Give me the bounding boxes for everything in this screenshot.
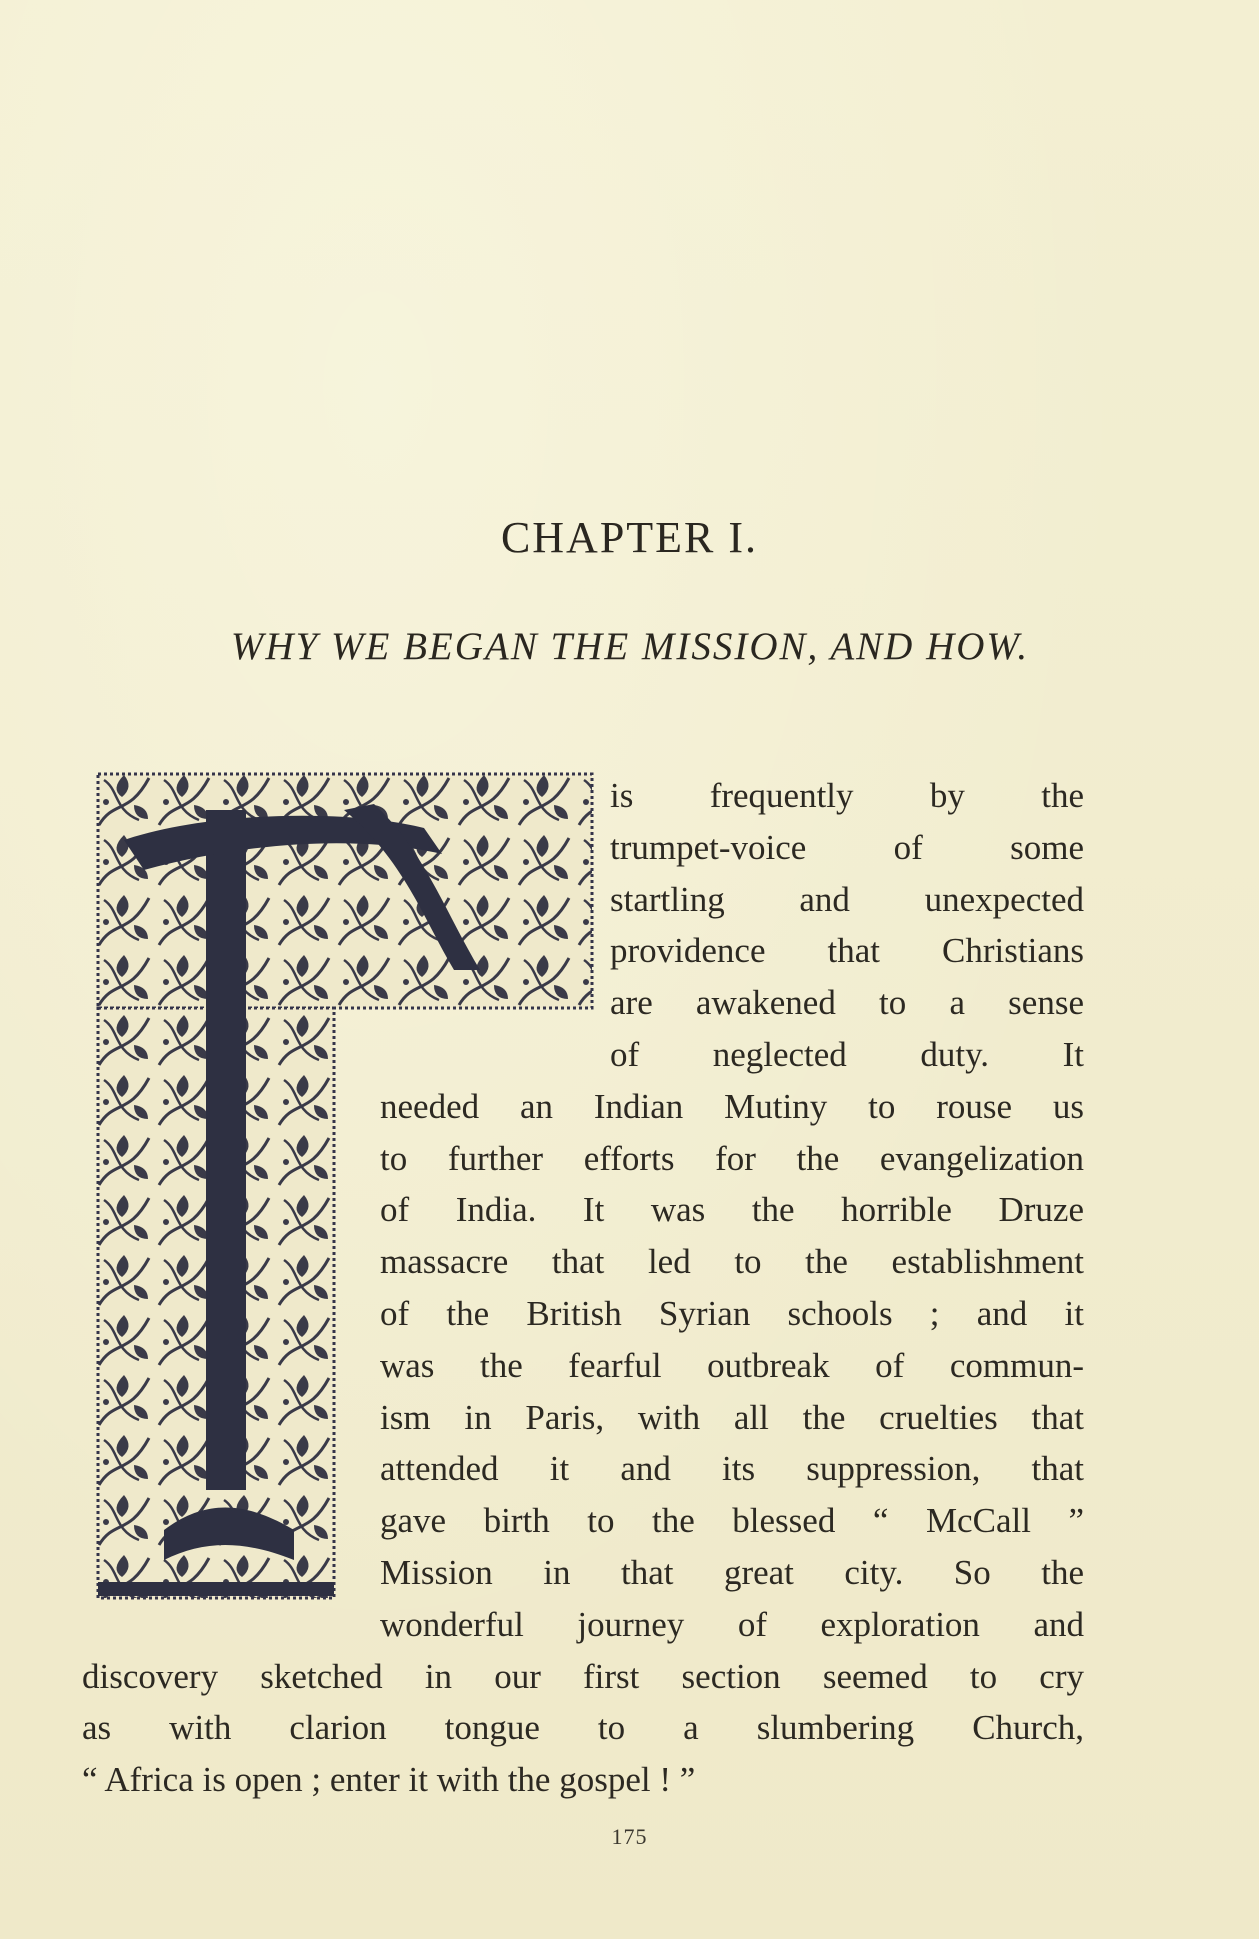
text-line: massacre that led to the establishment xyxy=(380,1242,1084,1282)
text-line: discovery sketched in our first section seemed to cry xyxy=(82,1656,1084,1696)
text-line: of neglected duty. It xyxy=(610,1034,1084,1074)
text-line: needed an Indian Mutiny to rouse us xyxy=(380,1086,1084,1126)
text-line: was the fearful outbreak of commun- xyxy=(380,1345,1084,1385)
text-line: as with clarion tongue to a slumbering Church, xyxy=(82,1708,1084,1748)
text-line: ism in Paris, with all the cruelties that xyxy=(380,1397,1084,1437)
text-line: Mission in that great city. So the xyxy=(380,1552,1084,1592)
text-line: attended it and its suppression, that xyxy=(380,1449,1084,1489)
text-line: are awakened to a sense xyxy=(610,983,1084,1023)
text-line: trumpet-voice of some xyxy=(610,827,1084,867)
text-line: “ Africa is open ; enter it with the gospel ! ” xyxy=(82,1760,696,1800)
page-number: 175 xyxy=(611,1824,648,1849)
chapter-title: WHY WE BEGAN THE MISSION, AND HOW. xyxy=(230,625,1030,668)
text-line: wonderful journey of exploration and xyxy=(380,1604,1084,1644)
text-line: is frequently by the xyxy=(610,776,1084,815)
text-line: to further efforts for the evangelization xyxy=(380,1138,1084,1178)
text-line: startling and unexpected xyxy=(610,879,1084,919)
text-line: providence that Christians xyxy=(610,931,1084,971)
body-paragraph xyxy=(82,770,1084,1806)
chapter-heading: CHAPTER I. xyxy=(500,513,759,562)
text-line: gave birth to the blessed “ McCall ” xyxy=(380,1501,1084,1541)
text-line: of the British Syrian schools ; and it xyxy=(380,1293,1084,1333)
text-line: of India. It was the horrible Druze xyxy=(380,1190,1084,1230)
